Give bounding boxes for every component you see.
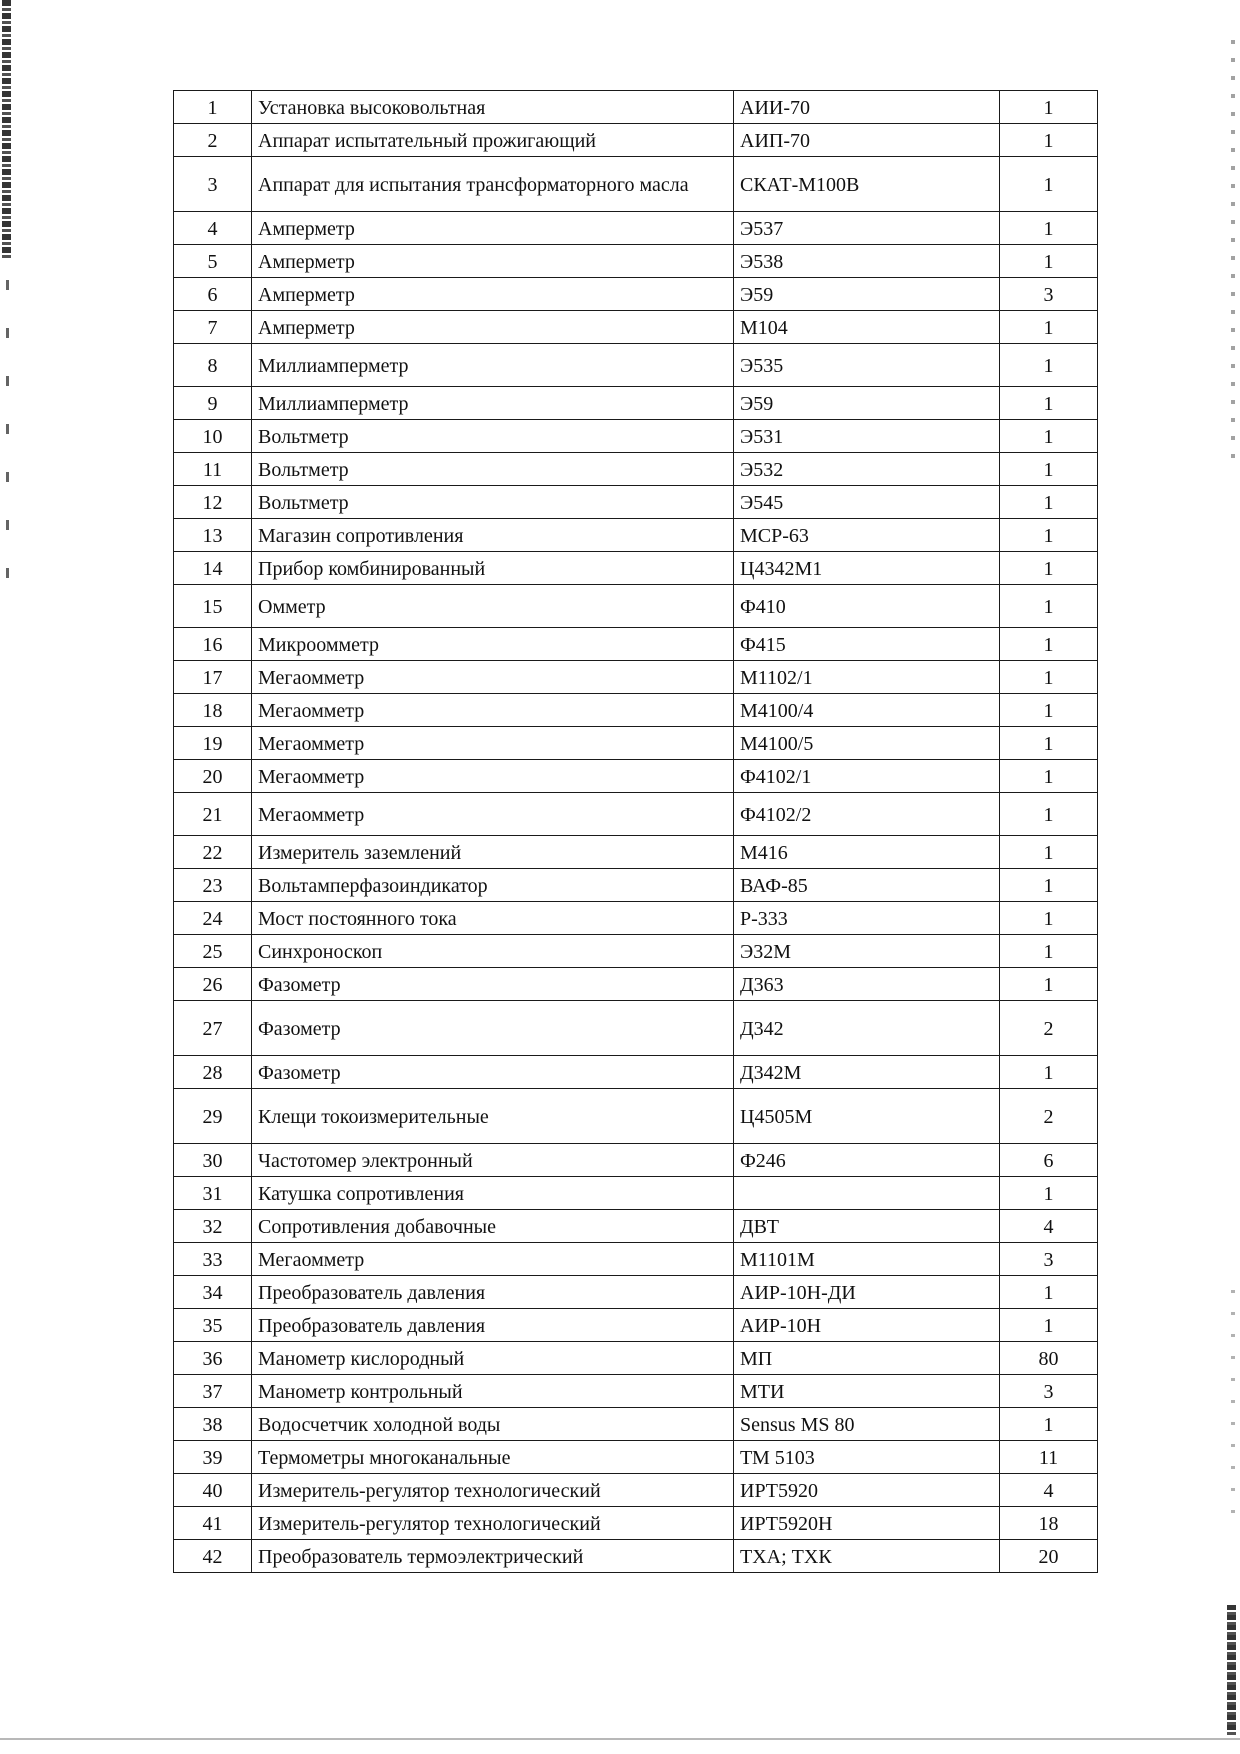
row-number-cell: 42 <box>174 1540 252 1573</box>
device-model-cell: МТИ <box>734 1375 1000 1408</box>
device-model-cell: Э59 <box>734 278 1000 311</box>
quantity-cell: 1 <box>1000 420 1098 453</box>
row-number-cell: 28 <box>174 1056 252 1089</box>
device-model-cell: АИР-10Н <box>734 1309 1000 1342</box>
device-model-cell: М4100/4 <box>734 694 1000 727</box>
table-row <box>174 344 1098 387</box>
table-row <box>174 1507 1098 1540</box>
device-model-cell: Э531 <box>734 420 1000 453</box>
quantity-cell: 1 <box>1000 727 1098 760</box>
quantity-cell: 80 <box>1000 1342 1098 1375</box>
table-row <box>174 387 1098 420</box>
table-row <box>174 1540 1098 1573</box>
device-name-cell: Мегаомметр <box>252 793 734 836</box>
table-row <box>174 1375 1098 1408</box>
device-name-cell: Фазометр <box>252 968 734 1001</box>
quantity-cell: 1 <box>1000 311 1098 344</box>
device-name-cell: Миллиамперметр <box>252 387 734 420</box>
quantity-cell: 4 <box>1000 1474 1098 1507</box>
device-model-cell: Д363 <box>734 968 1000 1001</box>
table-row <box>174 1177 1098 1210</box>
row-number-cell: 32 <box>174 1210 252 1243</box>
device-name-cell: Аппарат испытательный прожигающий <box>252 124 734 157</box>
row-number-cell: 18 <box>174 694 252 727</box>
device-model-cell: М104 <box>734 311 1000 344</box>
device-model-cell: М1101М <box>734 1243 1000 1276</box>
device-name-cell: Частотомер электронный <box>252 1144 734 1177</box>
row-number-cell: 37 <box>174 1375 252 1408</box>
quantity-cell: 1 <box>1000 212 1098 245</box>
quantity-cell: 1 <box>1000 344 1098 387</box>
device-name-cell: Амперметр <box>252 278 734 311</box>
table-row <box>174 91 1098 124</box>
device-model-cell: ТМ 5103 <box>734 1441 1000 1474</box>
row-number-cell: 30 <box>174 1144 252 1177</box>
device-model-cell: Д342 <box>734 1001 1000 1056</box>
row-number-cell: 36 <box>174 1342 252 1375</box>
table-row <box>174 1342 1098 1375</box>
table-row <box>174 1089 1098 1144</box>
device-model-cell <box>734 1177 1000 1210</box>
device-model-cell: Ц4505М <box>734 1089 1000 1144</box>
row-number-cell: 14 <box>174 552 252 585</box>
device-name-cell: Амперметр <box>252 212 734 245</box>
quantity-cell: 1 <box>1000 869 1098 902</box>
table-row <box>174 1001 1098 1056</box>
quantity-cell: 20 <box>1000 1540 1098 1573</box>
quantity-cell: 1 <box>1000 836 1098 869</box>
quantity-cell: 1 <box>1000 245 1098 278</box>
device-model-cell: АИИ-70 <box>734 91 1000 124</box>
table-row <box>174 935 1098 968</box>
quantity-cell: 4 <box>1000 1210 1098 1243</box>
device-name-cell: Манометр контрольный <box>252 1375 734 1408</box>
device-model-cell: ВАФ-85 <box>734 869 1000 902</box>
device-model-cell: М4100/5 <box>734 727 1000 760</box>
quantity-cell: 2 <box>1000 1001 1098 1056</box>
row-number-cell: 41 <box>174 1507 252 1540</box>
row-number-cell: 25 <box>174 935 252 968</box>
row-number-cell: 23 <box>174 869 252 902</box>
device-name-cell: Микроомметр <box>252 628 734 661</box>
quantity-cell: 1 <box>1000 793 1098 836</box>
table-row <box>174 453 1098 486</box>
quantity-cell: 1 <box>1000 1408 1098 1441</box>
table-row <box>174 212 1098 245</box>
quantity-cell: 1 <box>1000 585 1098 628</box>
table-row <box>174 1276 1098 1309</box>
table-row <box>174 1243 1098 1276</box>
device-model-cell: Э59 <box>734 387 1000 420</box>
table-row <box>174 311 1098 344</box>
device-model-cell: ТХА; ТХК <box>734 1540 1000 1573</box>
device-model-cell: ИРТ5920Н <box>734 1507 1000 1540</box>
quantity-cell: 1 <box>1000 157 1098 212</box>
quantity-cell: 1 <box>1000 968 1098 1001</box>
row-number-cell: 21 <box>174 793 252 836</box>
table-row <box>174 552 1098 585</box>
device-name-cell: Преобразователь давления <box>252 1276 734 1309</box>
quantity-cell: 2 <box>1000 1089 1098 1144</box>
table-row <box>174 793 1098 836</box>
device-model-cell: Э32М <box>734 935 1000 968</box>
device-name-cell: Мегаомметр <box>252 661 734 694</box>
device-name-cell: Манометр кислородный <box>252 1342 734 1375</box>
quantity-cell: 1 <box>1000 902 1098 935</box>
quantity-cell: 1 <box>1000 1056 1098 1089</box>
quantity-cell: 1 <box>1000 1276 1098 1309</box>
device-model-cell: МСР-63 <box>734 519 1000 552</box>
device-name-cell: Сопротивления добавочные <box>252 1210 734 1243</box>
row-number-cell: 13 <box>174 519 252 552</box>
device-model-cell: Э532 <box>734 453 1000 486</box>
device-name-cell: Измеритель-регулятор технологический <box>252 1474 734 1507</box>
equipment-table-body <box>174 91 1098 1573</box>
table-row <box>174 1309 1098 1342</box>
device-model-cell: АИР-10Н-ДИ <box>734 1276 1000 1309</box>
device-name-cell: Термометры многоканальные <box>252 1441 734 1474</box>
device-model-cell: М1102/1 <box>734 661 1000 694</box>
row-number-cell: 16 <box>174 628 252 661</box>
quantity-cell: 1 <box>1000 661 1098 694</box>
quantity-cell: 1 <box>1000 124 1098 157</box>
quantity-cell: 1 <box>1000 453 1098 486</box>
device-name-cell: Измеритель заземлений <box>252 836 734 869</box>
device-name-cell: Мегаомметр <box>252 1243 734 1276</box>
device-model-cell: Э538 <box>734 245 1000 278</box>
row-number-cell: 22 <box>174 836 252 869</box>
row-number-cell: 11 <box>174 453 252 486</box>
device-name-cell: Катушка сопротивления <box>252 1177 734 1210</box>
device-model-cell: АИП-70 <box>734 124 1000 157</box>
quantity-cell: 3 <box>1000 1243 1098 1276</box>
table-row <box>174 245 1098 278</box>
device-name-cell: Измеритель-регулятор технологический <box>252 1507 734 1540</box>
device-name-cell: Фазометр <box>252 1001 734 1056</box>
table-row <box>174 486 1098 519</box>
device-model-cell: Ф4102/1 <box>734 760 1000 793</box>
quantity-cell: 1 <box>1000 519 1098 552</box>
device-name-cell: Мегаомметр <box>252 760 734 793</box>
device-name-cell: Водосчетчик холодной воды <box>252 1408 734 1441</box>
device-name-cell: Амперметр <box>252 311 734 344</box>
table-row <box>174 760 1098 793</box>
device-name-cell: Вольтметр <box>252 453 734 486</box>
quantity-cell: 1 <box>1000 935 1098 968</box>
row-number-cell: 9 <box>174 387 252 420</box>
table-row <box>174 869 1098 902</box>
row-number-cell: 4 <box>174 212 252 245</box>
device-model-cell: Р-333 <box>734 902 1000 935</box>
scan-edge-ticks-left <box>6 280 9 600</box>
table-row <box>174 1056 1098 1089</box>
device-model-cell: ИРТ5920 <box>734 1474 1000 1507</box>
device-model-cell: ДВТ <box>734 1210 1000 1243</box>
row-number-cell: 20 <box>174 760 252 793</box>
row-number-cell: 17 <box>174 661 252 694</box>
row-number-cell: 40 <box>174 1474 252 1507</box>
quantity-cell: 1 <box>1000 387 1098 420</box>
row-number-cell: 12 <box>174 486 252 519</box>
row-number-cell: 31 <box>174 1177 252 1210</box>
device-model-cell: СКАТ-М100В <box>734 157 1000 212</box>
device-model-cell: Ц4342М1 <box>734 552 1000 585</box>
quantity-cell: 1 <box>1000 694 1098 727</box>
device-name-cell: Мост постоянного тока <box>252 902 734 935</box>
row-number-cell: 7 <box>174 311 252 344</box>
quantity-cell: 18 <box>1000 1507 1098 1540</box>
row-number-cell: 35 <box>174 1309 252 1342</box>
device-model-cell: Э535 <box>734 344 1000 387</box>
row-number-cell: 26 <box>174 968 252 1001</box>
device-name-cell: Вольтамперфазоиндикатор <box>252 869 734 902</box>
device-name-cell: Установка высоковольтная <box>252 91 734 124</box>
device-name-cell: Синхроноскоп <box>252 935 734 968</box>
table-row <box>174 1408 1098 1441</box>
device-name-cell: Преобразователь давления <box>252 1309 734 1342</box>
device-name-cell: Омметр <box>252 585 734 628</box>
row-number-cell: 27 <box>174 1001 252 1056</box>
device-name-cell: Преобразователь термоэлектрический <box>252 1540 734 1573</box>
device-model-cell: Ф4102/2 <box>734 793 1000 836</box>
table-row <box>174 727 1098 760</box>
scan-edge-artifact-right-bottom <box>1227 1605 1236 1735</box>
table-row <box>174 420 1098 453</box>
device-model-cell: М416 <box>734 836 1000 869</box>
quantity-cell: 3 <box>1000 278 1098 311</box>
row-number-cell: 1 <box>174 91 252 124</box>
table-row <box>174 124 1098 157</box>
row-number-cell: 15 <box>174 585 252 628</box>
table-row <box>174 157 1098 212</box>
row-number-cell: 8 <box>174 344 252 387</box>
quantity-cell: 6 <box>1000 1144 1098 1177</box>
device-name-cell: Клещи токоизмерительные <box>252 1089 734 1144</box>
table-row <box>174 1144 1098 1177</box>
device-model-cell: Ф246 <box>734 1144 1000 1177</box>
row-number-cell: 5 <box>174 245 252 278</box>
quantity-cell: 3 <box>1000 1375 1098 1408</box>
table-row <box>174 902 1098 935</box>
device-model-cell: Ф415 <box>734 628 1000 661</box>
table-row <box>174 1441 1098 1474</box>
device-model-cell: Sensus MS 80 <box>734 1408 1000 1441</box>
row-number-cell: 24 <box>174 902 252 935</box>
device-name-cell: Вольтметр <box>252 420 734 453</box>
row-number-cell: 39 <box>174 1441 252 1474</box>
table-row <box>174 519 1098 552</box>
device-name-cell: Магазин сопротивления <box>252 519 734 552</box>
quantity-cell: 1 <box>1000 760 1098 793</box>
quantity-cell: 1 <box>1000 552 1098 585</box>
scan-edge-artifact-left <box>2 0 11 260</box>
device-name-cell: Миллиамперметр <box>252 344 734 387</box>
quantity-cell: 11 <box>1000 1441 1098 1474</box>
row-number-cell: 34 <box>174 1276 252 1309</box>
table-row <box>174 694 1098 727</box>
row-number-cell: 19 <box>174 727 252 760</box>
equipment-table <box>173 90 1098 1573</box>
table-row <box>174 278 1098 311</box>
device-name-cell: Аппарат для испытания трансформаторного масла <box>252 157 734 212</box>
table-row <box>174 628 1098 661</box>
device-model-cell: Э537 <box>734 212 1000 245</box>
table-row <box>174 968 1098 1001</box>
row-number-cell: 10 <box>174 420 252 453</box>
device-model-cell: Ф410 <box>734 585 1000 628</box>
row-number-cell: 33 <box>174 1243 252 1276</box>
table-row <box>174 1474 1098 1507</box>
quantity-cell: 1 <box>1000 628 1098 661</box>
device-name-cell: Прибор комбинированный <box>252 552 734 585</box>
table-row <box>174 661 1098 694</box>
row-number-cell: 29 <box>174 1089 252 1144</box>
table-row <box>174 1210 1098 1243</box>
quantity-cell: 1 <box>1000 1309 1098 1342</box>
device-model-cell: Д342М <box>734 1056 1000 1089</box>
table-row <box>174 585 1098 628</box>
row-number-cell: 2 <box>174 124 252 157</box>
device-model-cell: Э545 <box>734 486 1000 519</box>
row-number-cell: 38 <box>174 1408 252 1441</box>
device-name-cell: Фазометр <box>252 1056 734 1089</box>
row-number-cell: 3 <box>174 157 252 212</box>
scan-bottom-line <box>0 1738 1240 1740</box>
table-row <box>174 836 1098 869</box>
device-name-cell: Мегаомметр <box>252 727 734 760</box>
scan-edge-artifact-right-mid <box>1231 1290 1235 1530</box>
row-number-cell: 6 <box>174 278 252 311</box>
quantity-cell: 1 <box>1000 486 1098 519</box>
quantity-cell: 1 <box>1000 91 1098 124</box>
device-name-cell: Вольтметр <box>252 486 734 519</box>
quantity-cell: 1 <box>1000 1177 1098 1210</box>
device-name-cell: Мегаомметр <box>252 694 734 727</box>
device-name-cell: Амперметр <box>252 245 734 278</box>
device-model-cell: МП <box>734 1342 1000 1375</box>
scan-edge-artifact-right-top <box>1231 40 1235 470</box>
